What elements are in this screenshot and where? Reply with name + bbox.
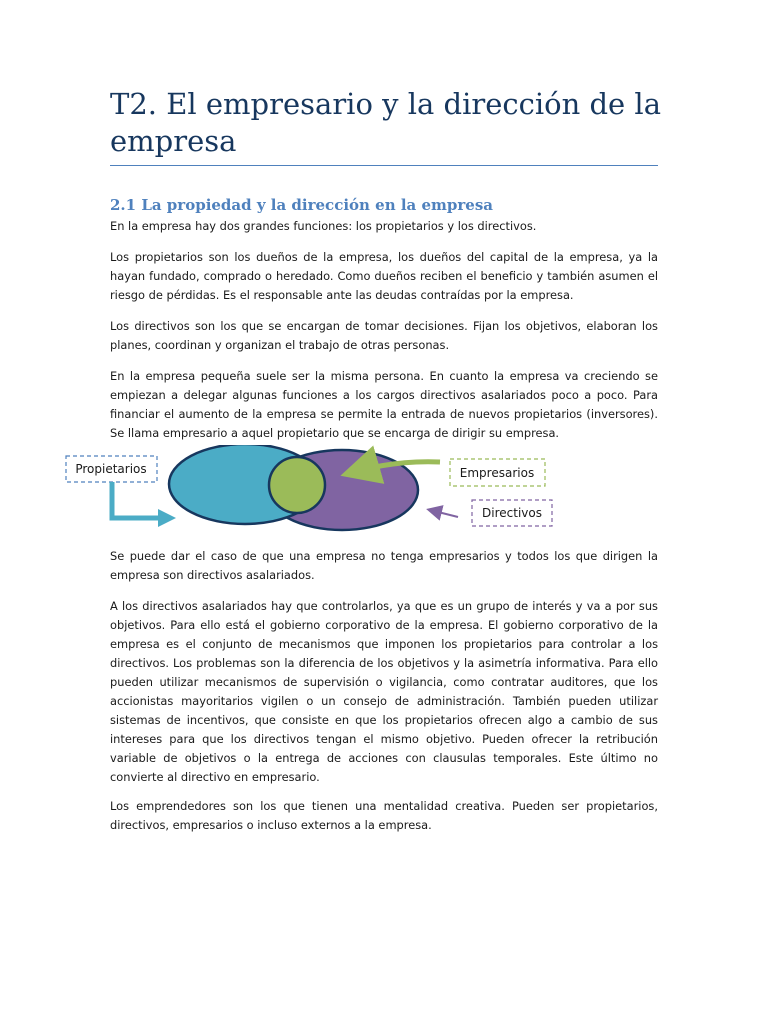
paragraph-empresa-pequena: En la empresa pequeña suele ser la misma persona. En cuanto la empresa va creciendo se empiezan a delegar algunas funciones a los cargos directivos asalariados poco a poco. Para financiar el aumento de la empresa se permite la entrada de nuevos propietarios (inversores). Se llama empresario a aquel propietario que se encarga de dirigir su empresa. [110, 369, 658, 440]
propietarios-label-box [66, 456, 157, 482]
ownership-diagram [60, 445, 580, 540]
propietarios-arrow [112, 482, 176, 527]
section-heading: 2.1 La propiedad y la dirección en la empresa [110, 196, 493, 214]
empresarios-label-box [450, 459, 545, 486]
directivos-arrow [430, 510, 458, 517]
directivos-label: Directivos [482, 506, 542, 520]
paragraph-intro: En la empresa hay dos grandes funciones: los propietarios y los directivos. [110, 219, 537, 233]
paragraph-directivos: Los directivos son los que se encargan de tomar decisiones. Fijan los objetivos, elaboran los planes, coordinan y organizan el trabajo de otras personas. [110, 319, 658, 352]
document-title: T2. El empresario y la dirección de la empresa [110, 87, 661, 158]
paragraph-gobierno-corporativo: A los directivos asalariados hay que controlarlos, ya que es un grupo de interés y va a por sus objetivos. Para ello está el gobierno corporativo de la empresa. El gobierno corporativo de la empresa es el conjunto de mecanismos que imponen los propietarios para controlar a los directivos. Los problemas son la diferencia de los objetivos y la asimetría informativa. Para ello pueden utilizar mecanismos de supervisión o vigilancia, como contratar auditores, que los accionistas mayoritarios vigilen o un consejo de administración. También pueden utilizar sistemas de incentivos, que consiste en que los propietarios ofrecen algo a cambio de sus intereses para que los directivos tengan el mismo objetivo. Pueden ofrecer la retribución variable de objetivos o la entrega de acciones con clausulas temporales. Este último no convierte al directivo en empresario. [110, 599, 658, 784]
paragraph-propietarios: Los propietarios son los dueños de la empresa, los dueños del capital de la empresa, ya la hayan fundado, comprado o heredado. Como dueños reciben el beneficio y también asumen el riesgo de pérdidas. Es el responsable ante las deudas contraídas por la empresa. [110, 250, 658, 302]
propietarios-label: Propietarios [75, 462, 147, 476]
paragraph-emprendedores: Los emprendedores son los que tienen una mentalidad creativa. Pueden ser propietarios, directivos, empresarios o incluso externos a la empresa. [110, 799, 658, 832]
directivos-label-box [472, 500, 552, 526]
title-underline [110, 165, 658, 166]
empresarios-label: Empresarios [459, 466, 535, 480]
empresarios-circle [269, 457, 325, 513]
paragraph-sin-empresarios: Se puede dar el caso de que una empresa no tenga empresarios y todos los que dirigen la empresa son directivos asalariados. [110, 549, 658, 582]
